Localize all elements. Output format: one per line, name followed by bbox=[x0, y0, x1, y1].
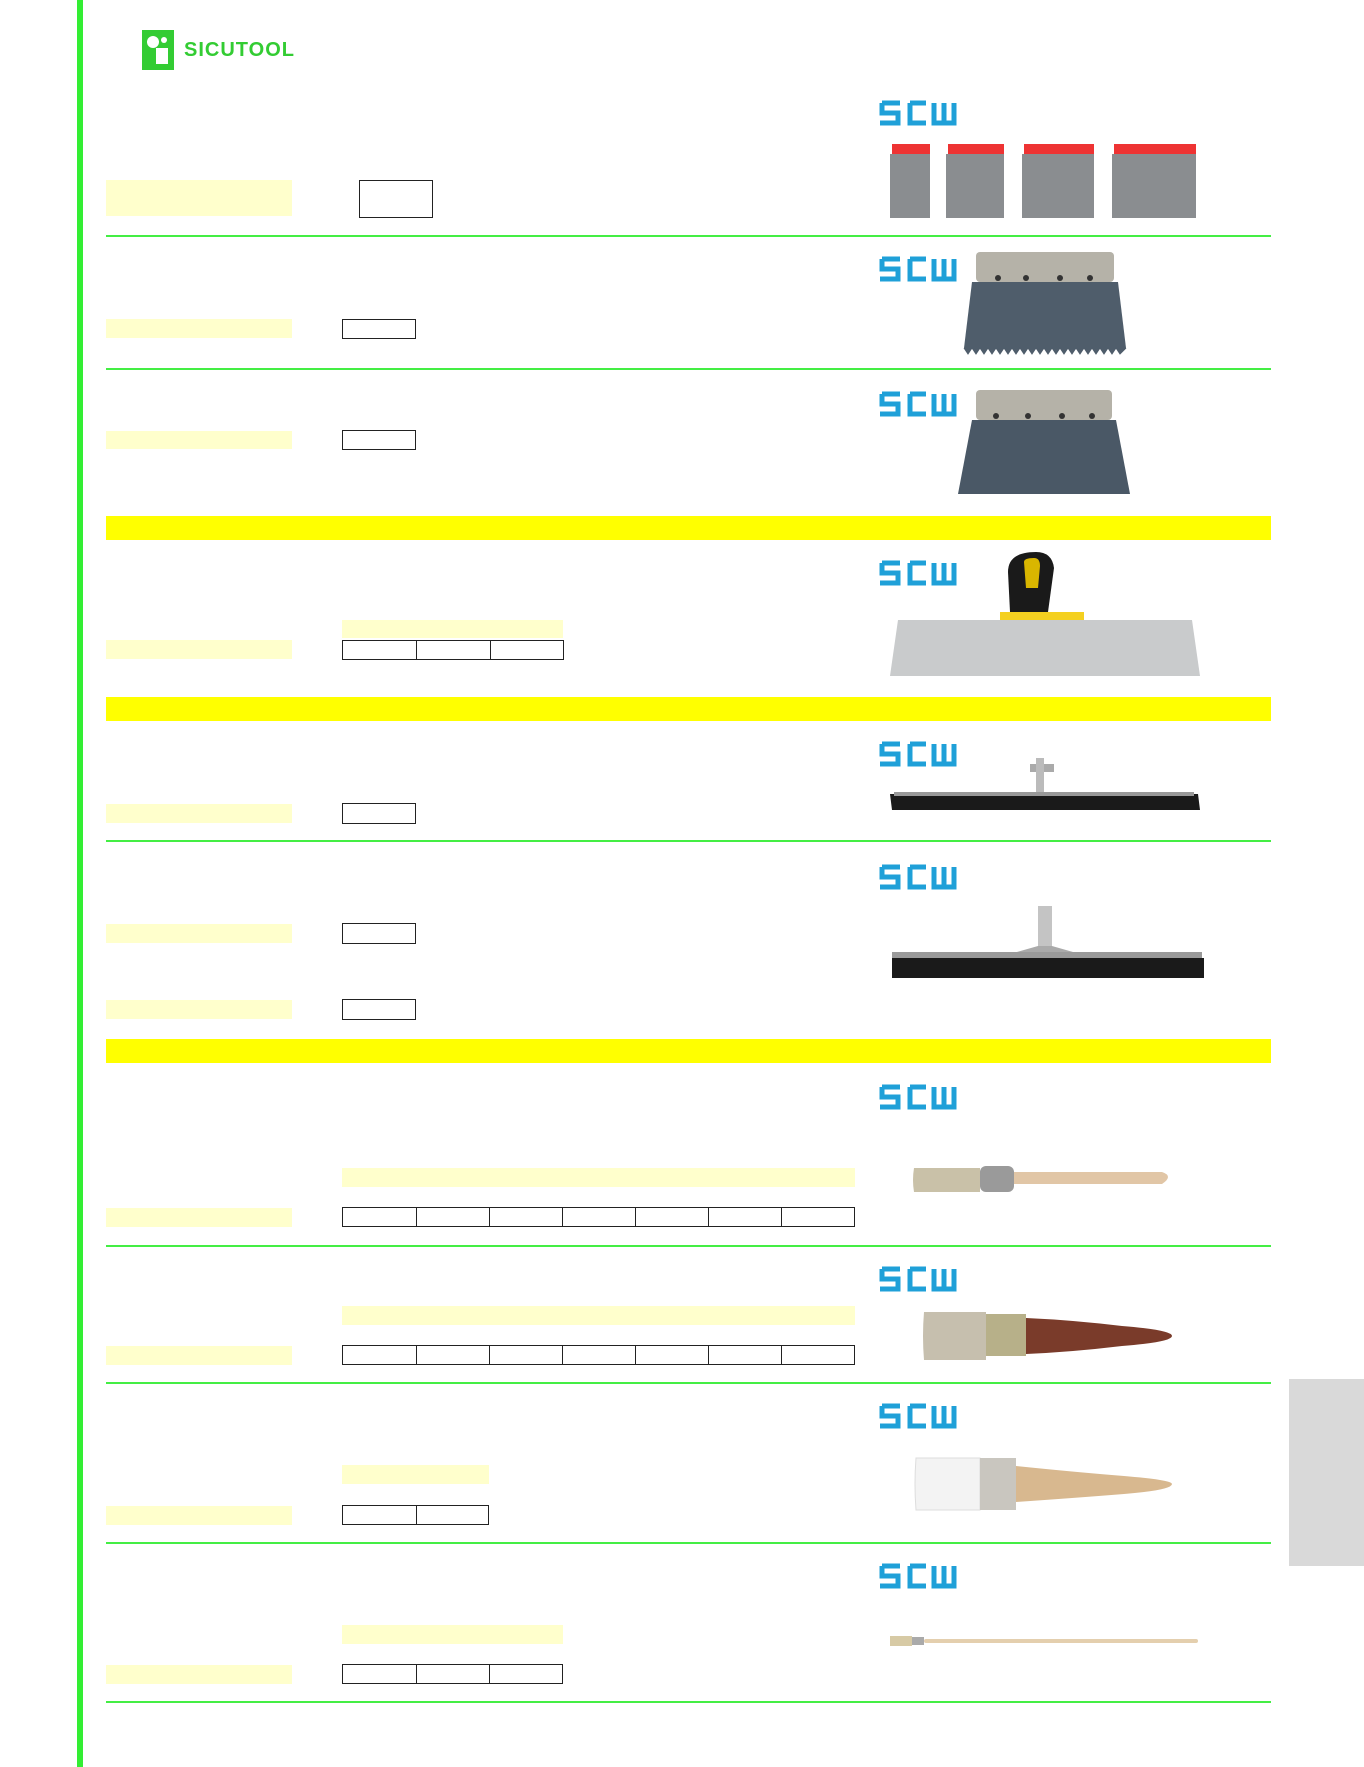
size-cell bbox=[635, 1345, 708, 1365]
size-cell bbox=[489, 1345, 562, 1365]
smooth-trowel-icon bbox=[956, 390, 1132, 496]
product-code-label bbox=[106, 431, 292, 449]
artist-brush-icon bbox=[888, 1632, 1200, 1650]
row-separator bbox=[106, 1542, 1271, 1544]
section-band bbox=[106, 1039, 1271, 1063]
size-table bbox=[359, 180, 433, 218]
product-code-label bbox=[106, 1000, 292, 1019]
scu-logo-icon bbox=[878, 391, 958, 417]
size-cell bbox=[342, 1207, 416, 1227]
scu-logo-icon bbox=[878, 864, 958, 890]
size-table bbox=[342, 1207, 855, 1227]
size-table bbox=[342, 319, 416, 339]
row-separator bbox=[106, 1245, 1271, 1247]
sicutool-logo bbox=[142, 28, 295, 72]
section-band bbox=[106, 516, 1271, 540]
size-cell bbox=[342, 1505, 416, 1525]
scu-logo-icon bbox=[878, 1563, 958, 1589]
size-header bbox=[342, 1168, 855, 1187]
size-header bbox=[342, 1306, 855, 1325]
row-separator bbox=[106, 1701, 1271, 1703]
size-cell bbox=[562, 1207, 635, 1227]
size-cell bbox=[342, 1345, 416, 1365]
scu-logo-icon bbox=[878, 1084, 958, 1110]
size-cell bbox=[708, 1207, 781, 1227]
flat-brush-icon bbox=[922, 1308, 1174, 1364]
size-cell bbox=[708, 1345, 781, 1365]
white-flat-brush-icon bbox=[914, 1454, 1176, 1514]
size-table bbox=[342, 1345, 855, 1365]
size-header bbox=[342, 620, 563, 638]
product-code-label bbox=[106, 804, 292, 823]
chapter-tab[interactable] bbox=[1289, 1379, 1364, 1566]
size-cell bbox=[489, 1664, 563, 1684]
size-cell bbox=[342, 999, 416, 1020]
size-cell bbox=[781, 1345, 855, 1365]
page-margin-rule bbox=[77, 0, 83, 1767]
size-table bbox=[342, 803, 416, 824]
size-cell bbox=[416, 1664, 489, 1684]
sicutool-logo-icon bbox=[142, 30, 174, 70]
scu-logo-icon bbox=[878, 1266, 958, 1292]
size-cell bbox=[635, 1207, 708, 1227]
size-cell bbox=[781, 1207, 855, 1227]
size-cell bbox=[489, 1207, 562, 1227]
size-table bbox=[342, 999, 416, 1020]
scu-logo-icon bbox=[878, 256, 958, 282]
size-cell bbox=[416, 640, 490, 660]
product-code-label bbox=[106, 640, 292, 659]
section-band bbox=[106, 697, 1271, 721]
round-brush-icon bbox=[912, 1160, 1174, 1198]
product-code-label bbox=[106, 1506, 292, 1525]
spatula-set-icon bbox=[888, 140, 1198, 222]
wide-scraper-icon bbox=[888, 552, 1202, 676]
size-table bbox=[342, 1505, 489, 1525]
size-cell bbox=[490, 640, 564, 660]
size-cell bbox=[342, 430, 416, 450]
row-separator bbox=[106, 368, 1271, 370]
product-code-label bbox=[106, 1665, 292, 1684]
product-code-label bbox=[106, 319, 292, 338]
size-table bbox=[342, 430, 416, 450]
row-separator bbox=[106, 235, 1271, 237]
size-cell bbox=[342, 923, 416, 944]
product-code-label bbox=[106, 1208, 292, 1227]
size-cell bbox=[416, 1207, 489, 1227]
notched-trowel-icon bbox=[960, 252, 1130, 356]
scu-logo-icon bbox=[878, 100, 958, 126]
size-header bbox=[342, 1465, 489, 1484]
product-code-label bbox=[106, 180, 292, 216]
size-table bbox=[342, 640, 564, 660]
product-code-label bbox=[106, 924, 292, 943]
product-code-label bbox=[106, 1346, 292, 1365]
scu-logo-icon bbox=[878, 1403, 958, 1429]
size-cell bbox=[416, 1345, 489, 1365]
size-table bbox=[342, 923, 416, 944]
size-cell bbox=[342, 640, 416, 660]
size-cell bbox=[416, 1505, 489, 1525]
size-cell bbox=[342, 803, 416, 824]
row-separator bbox=[106, 840, 1271, 842]
brand-name: SICUTOOL bbox=[184, 38, 295, 61]
size-header bbox=[342, 1625, 563, 1644]
size-cell bbox=[359, 180, 433, 218]
size-cell bbox=[342, 319, 416, 339]
size-cell bbox=[562, 1345, 635, 1365]
floor-squeegee-icon bbox=[888, 758, 1202, 814]
size-table bbox=[342, 1664, 563, 1684]
row-separator bbox=[106, 1382, 1271, 1384]
heavy-squeegee-icon bbox=[890, 906, 1204, 980]
size-cell bbox=[342, 1664, 416, 1684]
